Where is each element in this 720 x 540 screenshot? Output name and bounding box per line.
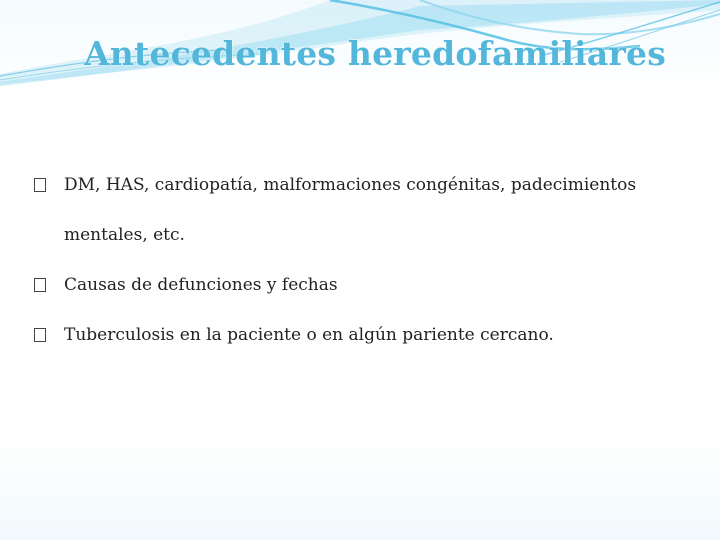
bullet-list [34,160,694,360]
bullet-box-icon [34,328,46,342]
slide-title: Antecedentes heredofamiliares [84,34,666,73]
bullet-text: Tuberculosis en la paciente o en algún pariente cercano. [64,325,554,345]
bullet-box-icon [34,278,46,292]
bullet-text: Causas de defunciones y fechas [64,275,338,295]
bullet-text: DM, HAS, cardiopatía, malformaciones congénitas, padecimientos mentales, etc. [64,175,637,245]
bullet-box-icon [34,178,46,192]
bullet-item [34,260,694,310]
bullet-item [34,310,694,360]
bullet-item [34,160,694,260]
